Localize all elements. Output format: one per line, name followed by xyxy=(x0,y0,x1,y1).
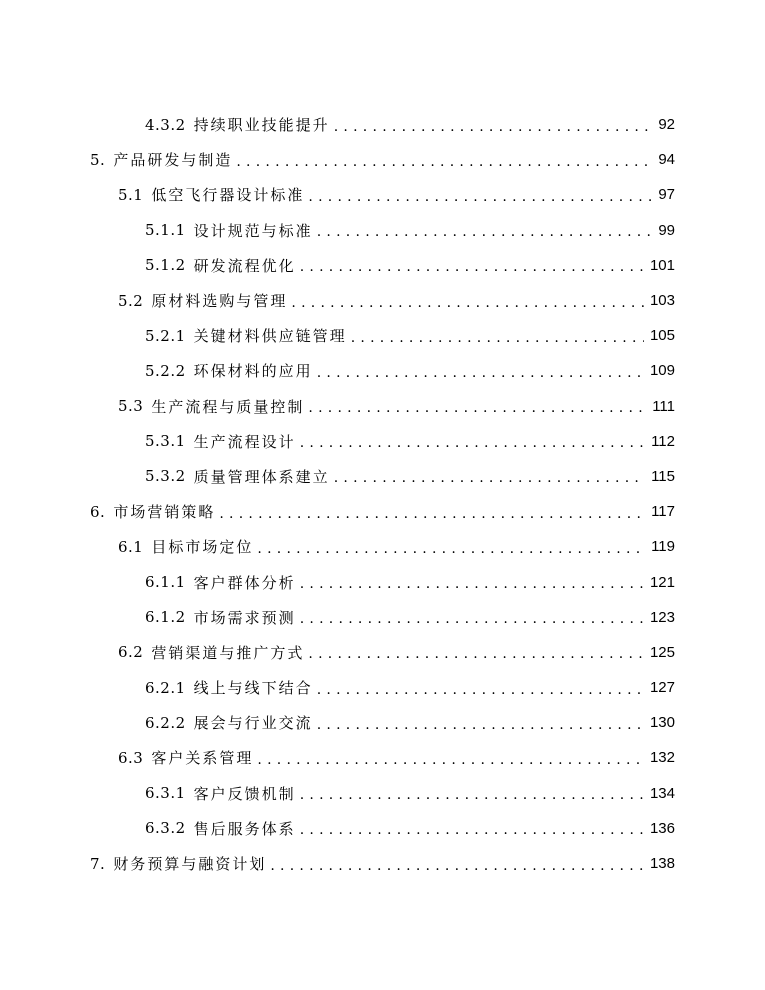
toc-entry-title: 客户关系管理 xyxy=(151,749,254,768)
toc-entry-page: 132 xyxy=(649,749,675,767)
toc-entry-5-2-1[interactable] xyxy=(0,318,765,353)
toc-entry-title: 市场营销策略 xyxy=(113,503,216,522)
dot-leader xyxy=(351,330,644,346)
dot-leader xyxy=(291,295,644,311)
toc-entry-5-1-1[interactable] xyxy=(0,213,765,248)
toc-entry-number: 6.1.1 xyxy=(145,573,186,592)
toc-entry-title: 目标市场定位 xyxy=(151,538,254,557)
toc-entry-6-1-1[interactable] xyxy=(0,564,765,599)
toc-entry-5-3-1[interactable] xyxy=(0,424,765,459)
toc-entry-5-3-2[interactable] xyxy=(0,459,765,494)
toc-entry-title: 线上与线下结合 xyxy=(193,679,313,698)
toc-entry-6[interactable] xyxy=(0,494,765,529)
toc-entry-title: 财务预算与融资计划 xyxy=(113,855,267,874)
toc-entry-7[interactable] xyxy=(0,846,765,881)
toc-entry-number: 5. xyxy=(90,150,106,169)
toc-entry-page: 109 xyxy=(649,362,675,380)
toc-entry-page: 136 xyxy=(649,819,675,837)
dot-leader xyxy=(317,682,644,698)
dot-leader xyxy=(236,154,652,170)
dot-leader xyxy=(317,224,653,240)
toc-entry-number: 6.2.2 xyxy=(145,713,186,732)
toc-entry-title: 研发流程优化 xyxy=(193,256,296,275)
table-of-contents xyxy=(0,107,765,881)
toc-entry-page: 115 xyxy=(651,467,675,485)
toc-entry-6-1-2[interactable] xyxy=(0,600,765,635)
toc-entry-5-2[interactable] xyxy=(0,283,765,318)
toc-entry-page: 121 xyxy=(649,573,675,591)
toc-entry-6-2-2[interactable] xyxy=(0,705,765,740)
toc-entry-6-2-1[interactable] xyxy=(0,670,765,705)
toc-entry-number: 5.1 xyxy=(118,185,144,204)
dot-leader xyxy=(300,576,644,592)
toc-entry-title: 关键材料供应链管理 xyxy=(193,327,347,346)
toc-entry-number: 5.2.2 xyxy=(145,361,186,380)
toc-entry-title: 设计规范与标准 xyxy=(193,221,313,240)
toc-entry-number: 6.3.1 xyxy=(145,784,186,803)
toc-entry-number: 5.3 xyxy=(118,397,144,416)
toc-entry-title: 低空飞行器设计标准 xyxy=(151,186,305,205)
toc-entry-5-1-2[interactable] xyxy=(0,248,765,283)
toc-entry-title: 持续职业技能提升 xyxy=(193,116,330,135)
toc-entry-number: 5.3.2 xyxy=(145,467,186,486)
toc-entry-title: 质量管理体系建立 xyxy=(193,467,330,486)
toc-entry-title: 营销渠道与推广方式 xyxy=(151,643,305,662)
toc-entry-6-2[interactable] xyxy=(0,635,765,670)
toc-entry-6-3[interactable] xyxy=(0,740,765,775)
toc-entry-6-1[interactable] xyxy=(0,529,765,564)
dot-leader xyxy=(317,717,644,733)
dot-leader xyxy=(257,541,645,557)
toc-entry-6-3-2[interactable] xyxy=(0,811,765,846)
toc-entry-number: 6.2 xyxy=(118,643,144,662)
dot-leader xyxy=(300,435,645,451)
toc-entry-title: 市场需求预测 xyxy=(193,608,296,627)
toc-entry-number: 5.2 xyxy=(118,291,144,310)
toc-entry-5-1[interactable] xyxy=(0,177,765,212)
toc-entry-5-2-2[interactable] xyxy=(0,353,765,388)
dot-leader xyxy=(300,259,644,275)
toc-entry-page: 138 xyxy=(649,855,675,873)
toc-entry-number: 6.1.2 xyxy=(145,608,186,627)
toc-entry-page: 125 xyxy=(649,643,675,661)
toc-entry-number: 6.1 xyxy=(118,537,144,556)
toc-entry-title: 展会与行业交流 xyxy=(193,714,313,733)
toc-entry-page: 112 xyxy=(651,432,675,450)
dot-leader xyxy=(300,787,644,803)
toc-entry-title: 客户群体分析 xyxy=(193,573,296,592)
toc-entry-number: 5.1.2 xyxy=(145,256,186,275)
dot-leader xyxy=(300,822,644,838)
toc-entry-title: 客户反馈机制 xyxy=(193,784,296,803)
toc-entry-page: 127 xyxy=(649,679,675,697)
toc-entry-title: 生产流程设计 xyxy=(193,432,296,451)
toc-entry-title: 售后服务体系 xyxy=(193,819,296,838)
toc-entry-page: 111 xyxy=(652,397,675,415)
toc-entry-5-3[interactable] xyxy=(0,389,765,424)
toc-entry-number: 7. xyxy=(90,854,106,873)
toc-entry-page: 97 xyxy=(658,186,675,204)
dot-leader xyxy=(334,470,645,486)
toc-entry-number: 5.3.1 xyxy=(145,432,186,451)
toc-entry-page: 123 xyxy=(649,608,675,626)
toc-entry-4-3-2[interactable] xyxy=(0,107,765,142)
dot-leader xyxy=(308,189,652,205)
toc-entry-5[interactable] xyxy=(0,142,765,177)
dot-leader xyxy=(270,858,644,874)
dot-leader xyxy=(308,646,644,662)
toc-entry-number: 4.3.2 xyxy=(145,115,186,134)
toc-entry-page: 99 xyxy=(658,221,675,239)
toc-entry-page: 134 xyxy=(649,784,675,802)
dot-leader xyxy=(334,119,653,135)
toc-entry-number: 6.3.2 xyxy=(145,819,186,838)
toc-entry-title: 原材料选购与管理 xyxy=(151,292,288,311)
toc-entry-6-3-1[interactable] xyxy=(0,776,765,811)
dot-leader xyxy=(257,752,644,768)
toc-entry-title: 环保材料的应用 xyxy=(193,362,313,381)
toc-entry-number: 5.2.1 xyxy=(145,326,186,345)
toc-entry-page: 130 xyxy=(649,714,675,732)
toc-entry-page: 92 xyxy=(658,116,675,134)
toc-entry-number: 6.3 xyxy=(118,748,144,767)
dot-leader xyxy=(219,506,645,522)
toc-entry-page: 94 xyxy=(658,151,675,169)
toc-entry-page: 119 xyxy=(651,538,675,556)
dot-leader xyxy=(317,365,644,381)
toc-entry-title: 产品研发与制造 xyxy=(113,151,233,170)
toc-entry-page: 101 xyxy=(649,256,675,274)
toc-entry-number: 6. xyxy=(90,502,106,521)
toc-entry-title: 生产流程与质量控制 xyxy=(151,397,305,416)
toc-entry-number: 5.1.1 xyxy=(145,221,186,240)
toc-entry-page: 103 xyxy=(649,292,675,310)
dot-leader xyxy=(308,400,646,416)
dot-leader xyxy=(300,611,644,627)
toc-entry-number: 6.2.1 xyxy=(145,678,186,697)
toc-entry-page: 117 xyxy=(651,503,675,521)
toc-entry-page: 105 xyxy=(649,327,675,345)
